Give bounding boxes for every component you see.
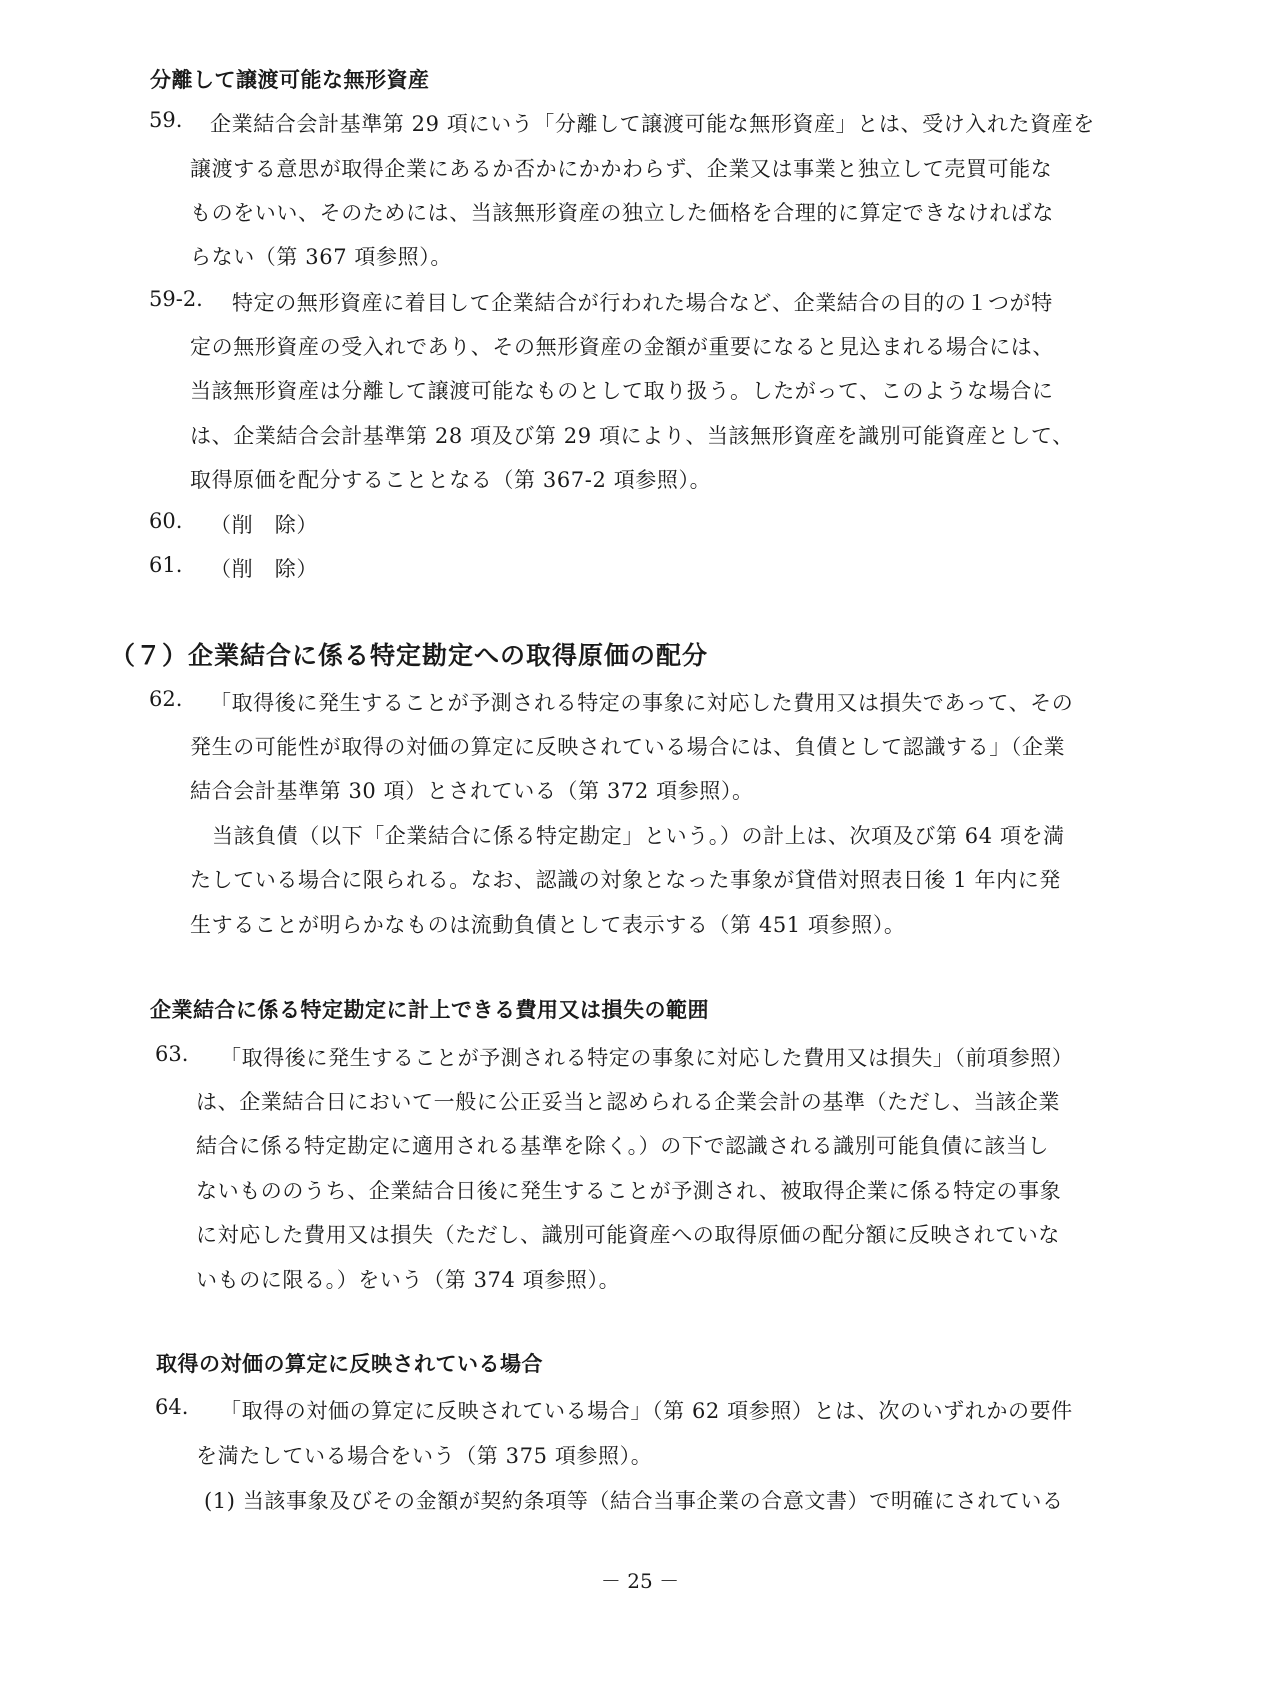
paragraph-59-2-line-1: 特定の無形資産に着目して企業結合が行われた場合など、企業結合の目的の１つが特 [232,291,1053,315]
subheading-reflected-in-consideration: 取得の対価の算定に反映されている場合 [156,1352,543,1376]
paragraph-number-63: 63. [155,1042,189,1066]
paragraph-63-line-3: 結合に係る特定勘定に適用される基準を除く。）の下で認識される識別可能負債に該当し [196,1134,1050,1158]
paragraph-63-line-6: いものに限る。）をいう（第 374 項参照）。 [196,1268,621,1292]
subheading-specific-account-scope: 企業結合に係る特定勘定に計上できる費用又は損失の範囲 [150,998,709,1022]
paragraph-62-line-2: 発生の可能性が取得の対価の算定に反映されている場合には、負債として認識する」（企業 [190,735,1066,759]
paragraph-59-line-3: ものをいい、そのためには、当該無形資産の独立した価格を合理的に算定できなければな [190,201,1054,225]
paragraph-number-59-2: 59-2. [149,287,203,311]
paragraph-63-line-2: は、企業結合日において一般に公正妥当と認められる企業会計の基準（ただし、当該企業 [196,1090,1060,1114]
paragraph-62-line-6: 生することが明らかなものは流動負債として表示する（第 451 項参照）。 [190,913,906,937]
paragraph-64-line-2: を満たしている場合をいう（第 375 項参照）。 [196,1444,653,1468]
paragraph-64-item-1: (1) 当該事象及びその金額が契約条項等（結合当事企業の合意文書）で明確にされている [204,1489,1064,1513]
paragraph-59-line-1: 企業結合会計基準第 29 項にいう「分離して譲渡可能な無形資産」とは、受け入れた資産を [210,112,1095,136]
paragraph-62-line-1: 「取得後に発生することが予測される特定の事象に対応した費用又は損失であって、その [210,691,1074,715]
paragraph-number-61: 61. [149,553,183,577]
section-heading-7: （７）企業結合に係る特定勘定への取得原価の配分 [110,641,709,670]
paragraph-64-line-1: 「取得の対価の算定に反映されている場合」（第 62 項参照）とは、次のいずれかの要件 [220,1399,1073,1423]
paragraph-59-2-line-4: は、企業結合会計基準第 28 項及び第 29 項により、当該無形資産を識別可能資産として、 [190,424,1074,448]
paragraph-62-line-3: 結合会計基準第 30 項）とされている（第 372 項参照）。 [190,779,754,803]
paragraph-59-line-2: 譲渡する意思が取得企業にあるか否かにかかわらず、企業又は事業と独立して売買可能な [190,157,1053,181]
paragraph-62-line-5: たしている場合に限られる。なお、認識の対象となった事象が貸借対照表日後 1 年内に発 [190,868,1061,892]
paragraph-59-line-4: らない（第 367 項参照）。 [190,245,452,269]
paragraph-63-line-1: 「取得後に発生することが予測される特定の事象に対応した費用又は損失」（前項参照） [220,1046,1074,1070]
paragraph-59-2-line-5: 取得原価を配分することとなる（第 367-2 項参照）。 [190,468,712,492]
paragraph-59-2-line-2: 定の無形資産の受入れであり、その無形資産の金額が重要になると見込まれる場合には、 [190,335,1054,359]
paragraph-63-line-4: ないもののうち、企業結合日後に発生することが予測され、被取得企業に係る特定の事象 [196,1179,1062,1203]
paragraph-59-2-line-3: 当該無形資産は分離して譲渡可能なものとして取り扱う。したがって、このような場合に [190,379,1054,403]
paragraph-number-60: 60. [149,509,183,533]
paragraph-number-59: 59. [149,108,183,132]
subheading-separable-intangible: 分離して譲渡可能な無形資産 [150,68,430,92]
paragraph-number-64: 64. [155,1395,189,1419]
paragraph-60-deleted: （削 除） [210,513,318,537]
paragraph-61-deleted: （削 除） [210,557,318,581]
paragraph-62-line-4: 当該負債（以下「企業結合に係る特定勘定」という。）の計上は、次項及び第 64 項を満 [212,824,1065,848]
paragraph-63-line-5: に対応した費用又は損失（ただし、識別可能資産への取得原価の配分額に反映されていな [196,1223,1060,1247]
paragraph-number-62: 62. [149,687,183,711]
page-number: － 25 － [600,1569,680,1593]
